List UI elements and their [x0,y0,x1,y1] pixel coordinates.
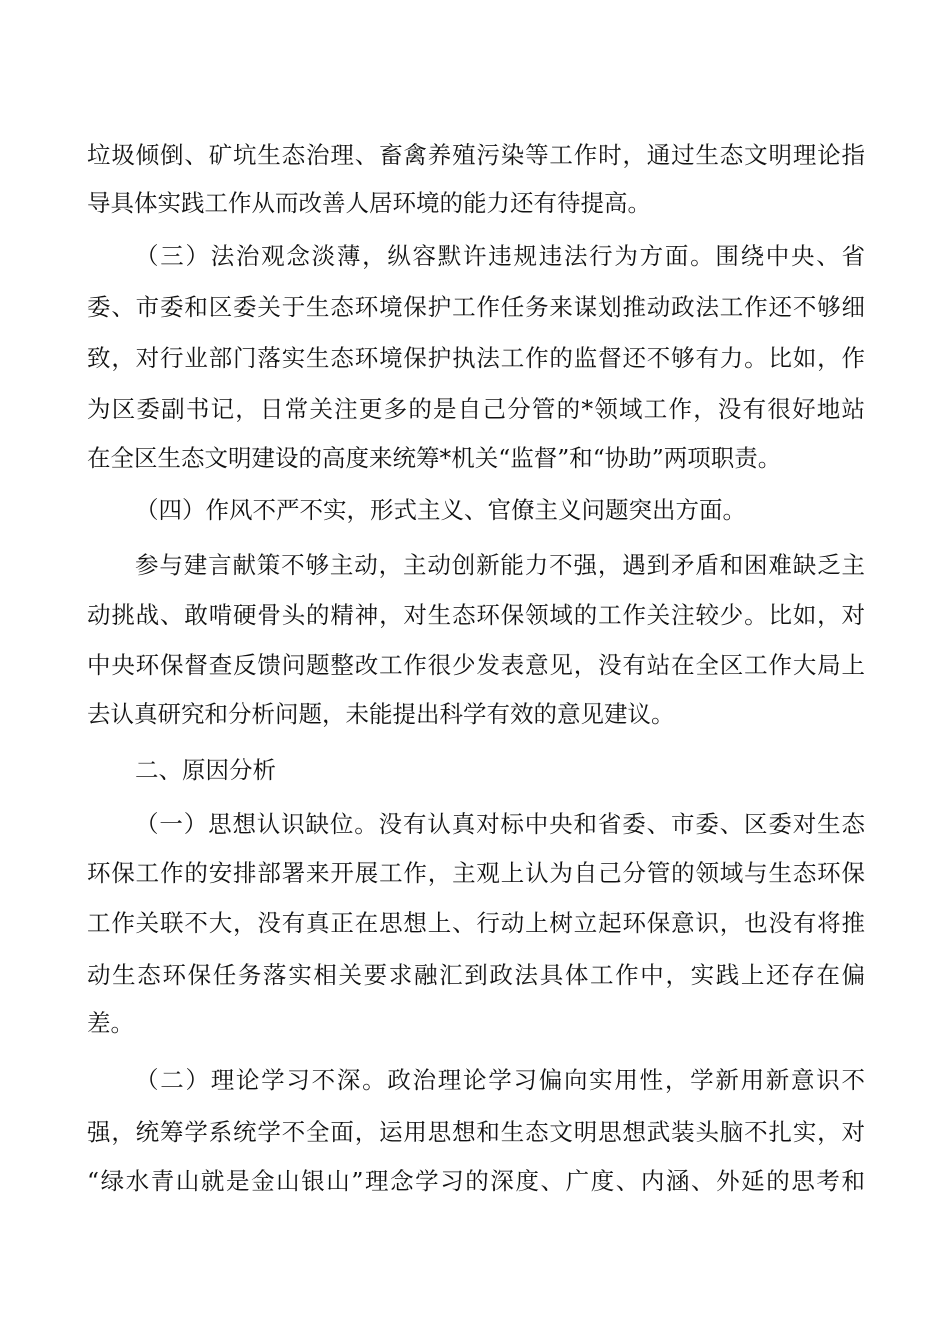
text-line: 垃圾倾倒、矿坑生态治理、畜禽养殖污染等工作时，通过生态文明理论指 [87,141,865,169]
text-line: 为区委副书记，日常关注更多的是自己分管的*领域工作，没有很好地站 [87,395,865,423]
text-line: （一）思想认识缺位。没有认真对标中央和省委、市委、区委对生态 [135,810,865,838]
text-line: 中央环保督查反馈问题整改工作很少发表意见，没有站在全区工作大局上 [87,651,865,679]
text-line: 委、市委和区委关于生态环境保护工作任务来谋划推动政法工作还不够细 [87,293,865,321]
text-line: （二）理论学习不深。政治理论学习偏向实用性，学新用新意识不 [135,1066,865,1094]
text-line: 差。 [87,1009,134,1037]
text-line: 环保工作的安排部署来开展工作，主观上认为自己分管的领域与生态环保 [87,859,865,887]
text-line: （三）法治观念淡薄，纵容默许违规违法行为方面。围绕中央、省 [135,242,865,270]
section-heading: 二、原因分析 [135,756,276,784]
text-line: 致，对行业部门落实生态环境保护执法工作的监督还不够有力。比如，作 [87,344,865,372]
text-line: 在全区生态文明建设的高度来统筹*机关“监督”和“协助”两项职责。 [87,444,782,472]
text-line: 强，统筹学系统学不全面，运用思想和生态文明思想武装头脑不扎实，对 [87,1118,865,1146]
text-line: 去认真研究和分析问题，未能提出科学有效的意见建议。 [87,700,675,728]
text-line: 工作关联不大，没有真正在思想上、行动上树立起环保意识，也没有将推 [87,909,865,937]
text-line: （四）作风不严不实，形式主义、官僚主义问题突出方面。 [135,496,746,524]
text-line: “绿水青山就是金山银山”理念学习的深度、广度、内涵、外延的思考和 [87,1167,865,1195]
text-line: 动挑战、敢啃硬骨头的精神，对生态环保领域的工作关注较少。比如，对 [87,601,865,629]
text-line: 参与建言献策不够主动，主动创新能力不强，遇到矛盾和困难缺乏主 [135,551,865,579]
text-line: 动生态环保任务落实相关要求融汇到政法具体工作中，实践上还存在偏 [87,961,865,989]
text-line: 导具体实践工作从而改善人居环境的能力还有待提高。 [87,189,651,217]
